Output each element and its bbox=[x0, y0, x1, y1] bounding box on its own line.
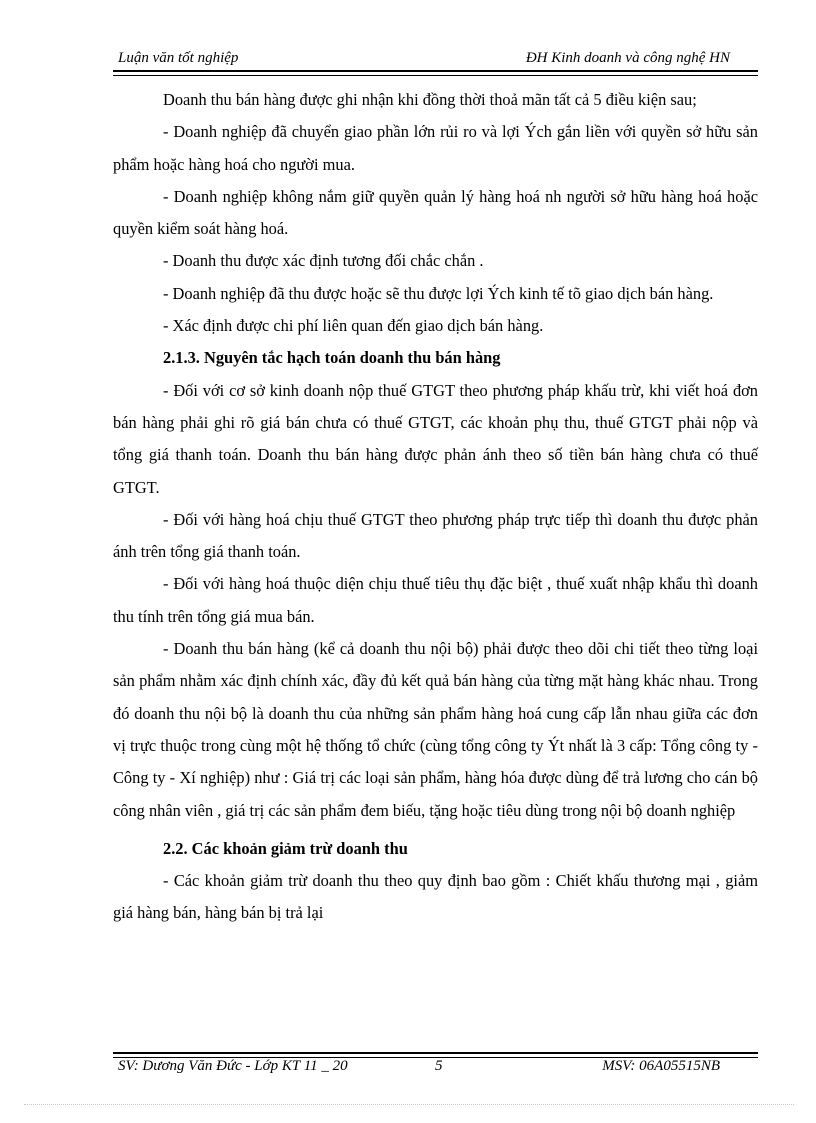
header-university-label: ĐH Kinh doanh và công nghệ HN bbox=[525, 50, 730, 66]
section-heading-2-1-3: 2.1.3. Nguyên tắc hạch toán doanh thu bán hàng bbox=[163, 348, 501, 368]
paragraph-condition-5: - Xác định được chi phí liên quan đến giao dịch bán hàng. bbox=[163, 316, 544, 336]
page-header bbox=[113, 48, 758, 70]
page-footer bbox=[113, 1056, 758, 1078]
paragraph-principle-1: - Đối với cơ sở kinh doanh nộp thuế GTGT theo phương pháp khấu trừ, khi viết hoá đơn bán hàng phải ghi rõ giá bán chưa có thuế GTGT, các khoản phụ thu, thuế GTGT phải nộp và tổng giá thanh toán. Doanh thu bán hàng được phản ánh theo số tiền bán hàng chưa có thuế GTGT. bbox=[113, 380, 758, 497]
paragraph-principle-4: - Doanh thu bán hàng (kể cả doanh thu nội bộ) phải được theo dõi chi tiết theo từng loại sản phẩm nhằm xác định chính xác, đầy đủ kết quả bán hàng của từng mặt hàng khác nhau. Trong đó doanh thu nội bộ là doanh thu của những sản phẩm hàng hoá cung cấp lẫn nhau giữa các đơn vị trực thuộc trong cùng một hệ thống tổ chức (cùng tổng công ty Ýt nhất là 3 cấp: Tổng công ty - Công ty - Xí nghiệp) như : Giá trị các loại sản phẩm, hàng hóa được dùng để trả lương cho cán bộ công nhân viên , giá trị các sản phẩm đem biếu, tặng hoặc tiêu dùng trong nội bộ doanh nghiệp bbox=[113, 639, 758, 820]
paragraph-condition-3: - Doanh thu được xác định tương đối chắc chắn . bbox=[163, 251, 484, 271]
section-heading-2-2: 2.2. Các khoản giảm trừ doanh thu bbox=[163, 838, 408, 858]
paragraph-condition-2: - Doanh nghiệp không nắm giữ quyền quản lý hàng hoá nh người sở hữu hàng hoá hoặc quyền kiểm soát hàng hoá. bbox=[113, 186, 758, 239]
paragraph-principle-3: - Đối với hàng hoá thuộc diện chịu thuế tiêu thụ đặc biệt , thuế xuất nhập khẩu thì doanh thu tính trên tổng giá mua bán. bbox=[113, 574, 758, 626]
header-rule bbox=[113, 70, 758, 76]
page-edge-divider bbox=[24, 1104, 794, 1105]
footer-student-label: SV: Dương Văn Đức - Lớp KT 11 _ 20 bbox=[118, 1058, 348, 1074]
header-thesis-label: Luận văn tốt nghiệp bbox=[118, 50, 239, 66]
paragraph-condition-4: - Doanh nghiệp đã thu được hoặc sẽ thu được lợi Ých kinh tế tõ giao dịch bán hàng. bbox=[163, 283, 714, 303]
paragraph-deductions: - Các khoản giảm trừ doanh thu theo quy định bao gồm : Chiết khấu thương mại , giảm giá hàng bán, hàng bán bị trả lại bbox=[113, 871, 758, 923]
footer-student-id: MSV: 06A05515NB bbox=[602, 1058, 720, 1074]
paragraph-condition-1: - Doanh nghiệp đã chuyển giao phần lớn rủi ro và lợi Ých gắn liền với quyền sở hữu sản phẩm hoặc hàng hoá cho người mua. bbox=[113, 122, 758, 174]
page-number: 5 bbox=[435, 1058, 443, 1074]
paragraph-intro: Doanh thu bán hàng được ghi nhận khi đồng thời thoả mãn tất cả 5 điều kiện sau; bbox=[163, 90, 697, 109]
document-body bbox=[113, 84, 758, 930]
paragraph-principle-2: - Đối với hàng hoá chịu thuế GTGT theo phương pháp trực tiếp thì doanh thu được phản ánh trên tổng giá thanh toán. bbox=[113, 509, 758, 562]
